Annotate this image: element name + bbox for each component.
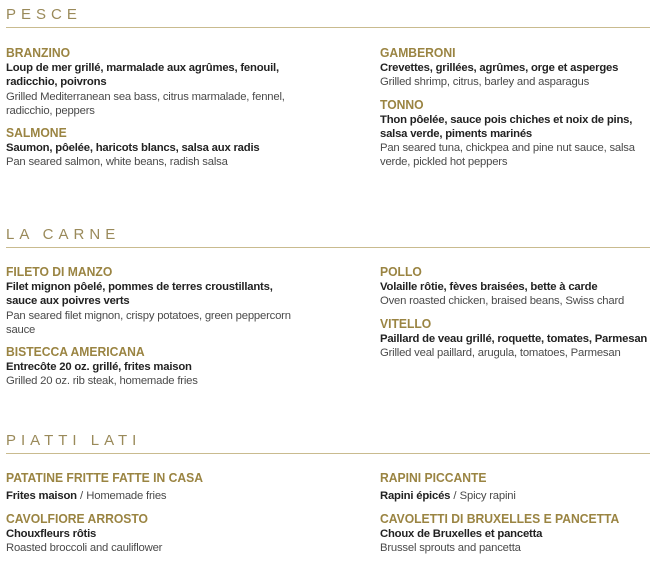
dish-description-fr: Choux de Bruxelles et pancetta bbox=[380, 528, 543, 540]
section-title-la-carne: LA CARNE bbox=[6, 226, 121, 243]
description-separator: / bbox=[450, 490, 460, 502]
dish-name: BRANZINO bbox=[6, 45, 71, 60]
dish-vitello bbox=[380, 315, 648, 361]
dish-name: CAVOLFIORE ARROSTO bbox=[6, 511, 149, 526]
dish-description-en: Pan seared tuna, chickpea and pine nut sauce, salsa verde, pickled hot peppers bbox=[380, 142, 635, 169]
dish-patatine-fritte bbox=[6, 469, 306, 504]
dish-description-fr: Loup de mer grillé, marmalade aux agrûmes, fenouil, radicchio, poivrons bbox=[6, 62, 279, 89]
carne-left-column bbox=[6, 263, 306, 395]
dish-gamberoni bbox=[380, 44, 648, 90]
dish-name: VITELLO bbox=[380, 315, 432, 331]
description-separator: / bbox=[76, 490, 87, 502]
dish-pollo bbox=[380, 263, 648, 309]
dish-description-fr: Rapini épicés bbox=[380, 490, 451, 502]
dish-description-en: Spicy rapini bbox=[459, 490, 516, 502]
dish-description-fr: Entrecôte 20 oz. grillé, frites maison bbox=[6, 361, 192, 374]
dish-description-fr: Crevettes, grillées, agrûmes, orge et asperges bbox=[380, 62, 619, 74]
dish-description-en: Pan seared filet mignon, crispy potatoes, green peppercorn sauce bbox=[6, 309, 291, 336]
dish-rapini-piccante bbox=[380, 469, 648, 504]
dish-description-en: Brussel sprouts and pancetta bbox=[380, 542, 521, 555]
dish-name: PATATINE FRITTE FATTE IN CASA bbox=[6, 470, 204, 485]
section-title-piatti-lati: PIATTI LATI bbox=[6, 432, 142, 449]
dish-cavolfiore-arrosto bbox=[6, 510, 306, 556]
dish-description-fr: Chouxfleurs rôtis bbox=[6, 528, 97, 540]
dish-description-en: Grilled veal paillard, arugula, tomatoes, Parmesan bbox=[380, 346, 621, 359]
dish-description-fr: Paillard de veau grillé, roquette, tomates, Parmesan bbox=[380, 332, 648, 345]
dish-fileto-di-manzo bbox=[6, 263, 306, 337]
dish-description-fr: Frites maison bbox=[6, 490, 77, 502]
dish-name: FILETO DI MANZO bbox=[6, 264, 113, 279]
dish-description bbox=[6, 486, 306, 504]
dish-name: CAVOLETTI DI BRUXELLES E PANCETTA bbox=[380, 511, 620, 526]
section-divider bbox=[6, 453, 650, 454]
carne-right-column bbox=[380, 263, 648, 366]
section-divider bbox=[6, 27, 650, 28]
dish-cavoletti-di-bruxelles bbox=[380, 510, 648, 556]
dish-description-fr: Thon pôelée, sauce pois chiches et noix de pins, salsa verde, piments marinés bbox=[380, 113, 633, 140]
dish-name: POLLO bbox=[380, 264, 422, 279]
dish-description-en: Homemade fries bbox=[86, 490, 167, 502]
pesce-left-column bbox=[6, 44, 306, 176]
piatti-left-column bbox=[6, 469, 306, 562]
piatti-right-column bbox=[380, 469, 648, 562]
dish-tonno bbox=[380, 96, 648, 170]
dish-salmone bbox=[6, 124, 306, 170]
dish-name: BISTECCA AMERICANA bbox=[6, 344, 145, 360]
dish-description-en: Grilled shrimp, citrus, barley and asparagus bbox=[380, 76, 590, 89]
dish-description-fr: Saumon, pôelée, haricots blancs, salsa aux radis bbox=[6, 142, 260, 155]
dish-name: RAPINI PICCANTE bbox=[380, 470, 487, 485]
dish-bistecca-americana bbox=[6, 343, 306, 389]
dish-description-fr: Volaille rôtie, fèves braisées, bette à carde bbox=[380, 281, 598, 293]
dish-description-en: Oven roasted chicken, braised beans, Swiss chard bbox=[380, 295, 625, 308]
dish-description-en: Roasted broccoli and cauliflower bbox=[6, 542, 163, 555]
section-title-pesce: PESCE bbox=[6, 6, 82, 23]
pesce-right-column bbox=[380, 44, 648, 176]
dish-branzino bbox=[6, 44, 306, 118]
dish-description-en: Pan seared salmon, white beans, radish salsa bbox=[6, 156, 228, 169]
dish-name: GAMBERONI bbox=[380, 45, 456, 60]
dish-name: TONNO bbox=[380, 96, 424, 112]
dish-name: SALMONE bbox=[6, 125, 67, 141]
dish-description-fr: Filet mignon pôelé, pommes de terres croustillants, sauce aux poivres verts bbox=[6, 281, 273, 308]
dish-description bbox=[380, 486, 648, 504]
section-divider bbox=[6, 247, 650, 248]
dish-description-en: Grilled 20 oz. rib steak, homemade fries bbox=[6, 375, 198, 388]
dish-description-en: Grilled Mediterranean sea bass, citrus marmalade, fennel, radicchio, peppers bbox=[6, 90, 285, 117]
